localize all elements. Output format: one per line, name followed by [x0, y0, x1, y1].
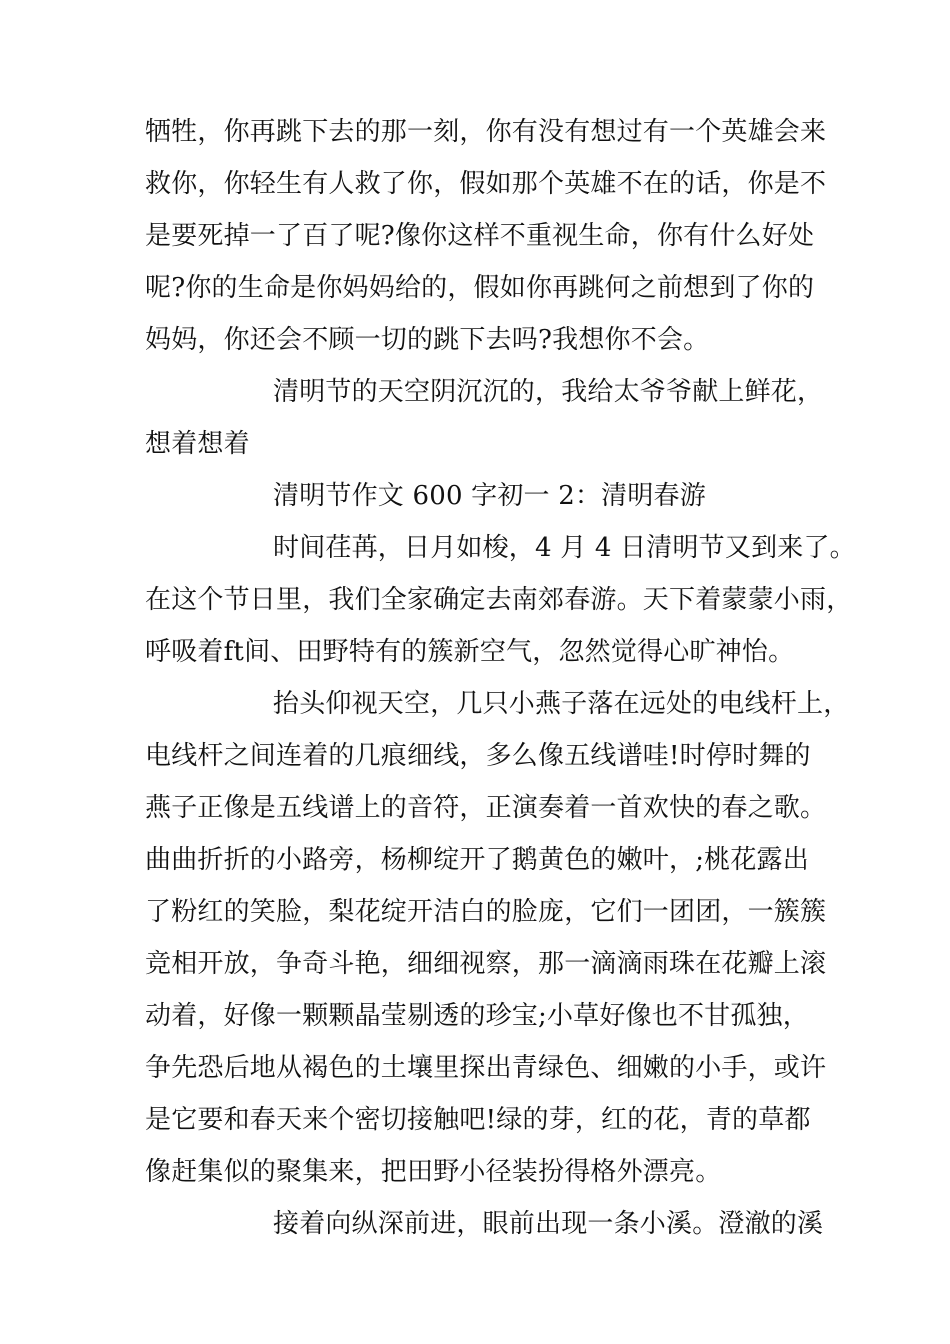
text-line: 是它要和春天来个密切接触吧!绿的芽，红的花，青的草都	[145, 1105, 811, 1135]
text-line: 竞相开放，争奇斗艳，细细视察，那一滴滴雨珠在花瓣上滚	[145, 949, 827, 979]
text-line: 是要死掉一了百了呢?像你这样不重视生命，你有什么好处	[145, 221, 815, 251]
text-line: 救你，你轻生有人救了你，假如那个英雄不在的话，你是不	[145, 169, 827, 199]
text-line: 动着，好像一颗颗晶莹剔透的珍宝;小草好像也不甘孤独，	[145, 1001, 809, 1031]
document-body	[145, 106, 856, 1250]
paragraph-start-line: 清明节作文 600 字初一 2：清明春游	[273, 481, 706, 511]
paragraph-start-line: 接着向纵深前进，眼前出现一条小溪。澄澈的溪	[273, 1209, 824, 1239]
text-line: 曲曲折折的小路旁，杨柳绽开了鹅黄色的嫩叶，;桃花露出	[145, 845, 809, 875]
paragraph-start-line: 抬头仰视天空，几只小燕子落在远处的电线杆上，	[273, 689, 850, 719]
text-line: 妈妈，你还会不顾一切的跳下去吗?我想你不会。	[145, 325, 710, 355]
text-line: 了粉红的笑脸，梨花绽开洁白的脸庞，它们一团团，一簇簇	[145, 897, 827, 927]
text-line: 呢?你的生命是你妈妈给的，假如你再跳何之前想到了你的	[145, 273, 815, 303]
text-line: 争先恐后地从褐色的土壤里探出青绿色、细嫩的小手，或许	[145, 1053, 827, 1083]
text-line: 电线杆之间连着的几痕细线，多么像五线谱哇!时停时舞的	[145, 741, 811, 771]
paragraph-start-line: 时间荏苒，日月如梭，4 月 4 日清明节又到来了。	[273, 533, 856, 563]
text-line: 燕子正像是五线谱上的音符，正演奏着一首欢快的春之歌。	[145, 793, 827, 823]
paragraph-start-line: 清明节的天空阴沉沉的，我给太爷爷献上鲜花，	[273, 377, 824, 407]
text-line: 牺牲，你再跳下去的那一刻，你有没有想过有一个英雄会来	[145, 117, 827, 147]
text-line: 像赶集似的聚集来，把田野小径装扮得格外漂亮。	[145, 1157, 722, 1187]
text-line: 呼吸着ft间、田野特有的簇新空气，忽然觉得心旷神怡。	[145, 637, 795, 667]
text-line: 想着想着	[145, 429, 250, 459]
text-line: 在这个节日里，我们全家确定去南郊春游。天下着蒙蒙小雨，	[145, 585, 853, 615]
